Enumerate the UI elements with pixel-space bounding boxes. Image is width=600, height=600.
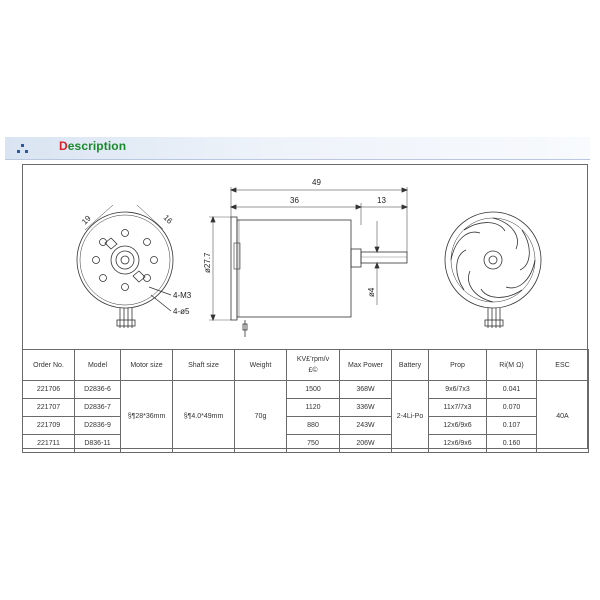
rear-view [445, 212, 541, 328]
cell-ri: 0.041 [487, 381, 537, 399]
cell-max-power: 206W [340, 435, 392, 453]
table-row [23, 399, 589, 417]
cell-max-power: 336W [340, 399, 392, 417]
label-4-m3: 4-M3 [173, 291, 192, 300]
spec-table [22, 349, 589, 453]
header-esc: ESC [537, 350, 589, 381]
cell-kv: 880 [287, 417, 340, 435]
cell-weight: 70g [235, 381, 287, 453]
section-title-rest: escription [67, 139, 127, 153]
header-battery: Battery [392, 350, 429, 381]
section-title-initial: D [59, 139, 68, 153]
cell-ri: 0.107 [487, 417, 537, 435]
side-view [209, 187, 407, 337]
cell-prop: 12x6/9x6 [429, 417, 487, 435]
table-row [23, 435, 589, 453]
header-prop: Prop [429, 350, 487, 381]
header-kv: KV£’rpm/v £© [287, 350, 340, 381]
cell-motor-size: §¶28*36mm [121, 381, 173, 453]
cell-ri: 0.160 [487, 435, 537, 453]
side-dim-diameter-4: ø4 [367, 287, 376, 297]
front-view [77, 205, 173, 328]
front-dim-16: 16 [161, 213, 175, 226]
section-title [59, 139, 126, 153]
header-ri: Ri(M Ω) [487, 350, 537, 381]
table-header-row [23, 350, 589, 381]
cell-ri: 0.070 [487, 399, 537, 417]
cell-kv: 1500 [287, 381, 340, 399]
motor-technical-drawing [23, 165, 587, 349]
side-dim-36: 36 [290, 196, 299, 205]
section-header [5, 137, 590, 160]
cell-prop: 12x6/9x6 [429, 435, 487, 453]
header-order-no: Order No. [23, 350, 75, 381]
label-4-phi5: 4-ø5 [173, 307, 190, 316]
header-max-power: Max Power [340, 350, 392, 381]
cell-max-power: 368W [340, 381, 392, 399]
cell-battery: 2-4Li-Po [392, 381, 429, 453]
cell-kv: 1120 [287, 399, 340, 417]
header-motor-size: Motor size [121, 350, 173, 381]
side-dim-diameter-27-7: ø27.7 [203, 252, 212, 273]
cell-model: D2836-6 [75, 381, 121, 399]
cell-model: D2836-9 [75, 417, 121, 435]
cell-esc: 40A [537, 381, 589, 453]
cell-max-power: 243W [340, 417, 392, 435]
front-dim-19: 19 [80, 213, 93, 227]
header-weight: Weight [235, 350, 287, 381]
cell-model: D836-11 [75, 435, 121, 453]
cell-order-no: 221711 [23, 435, 75, 453]
cell-shaft-size: §¶4.0*49mm [173, 381, 235, 453]
cell-kv: 750 [287, 435, 340, 453]
cell-prop: 11x7/7x3 [429, 399, 487, 417]
dots-icon [16, 143, 30, 155]
table-row [23, 381, 589, 399]
cell-prop: 9x6/7x3 [429, 381, 487, 399]
cell-order-no: 221707 [23, 399, 75, 417]
side-dim-13: 13 [377, 196, 386, 205]
cell-order-no: 221706 [23, 381, 75, 399]
header-shaft-size: Shaft size [173, 350, 235, 381]
table-row [23, 417, 589, 435]
cell-model: D2836-7 [75, 399, 121, 417]
header-model: Model [75, 350, 121, 381]
cell-order-no: 221709 [23, 417, 75, 435]
side-dim-49: 49 [312, 178, 321, 187]
